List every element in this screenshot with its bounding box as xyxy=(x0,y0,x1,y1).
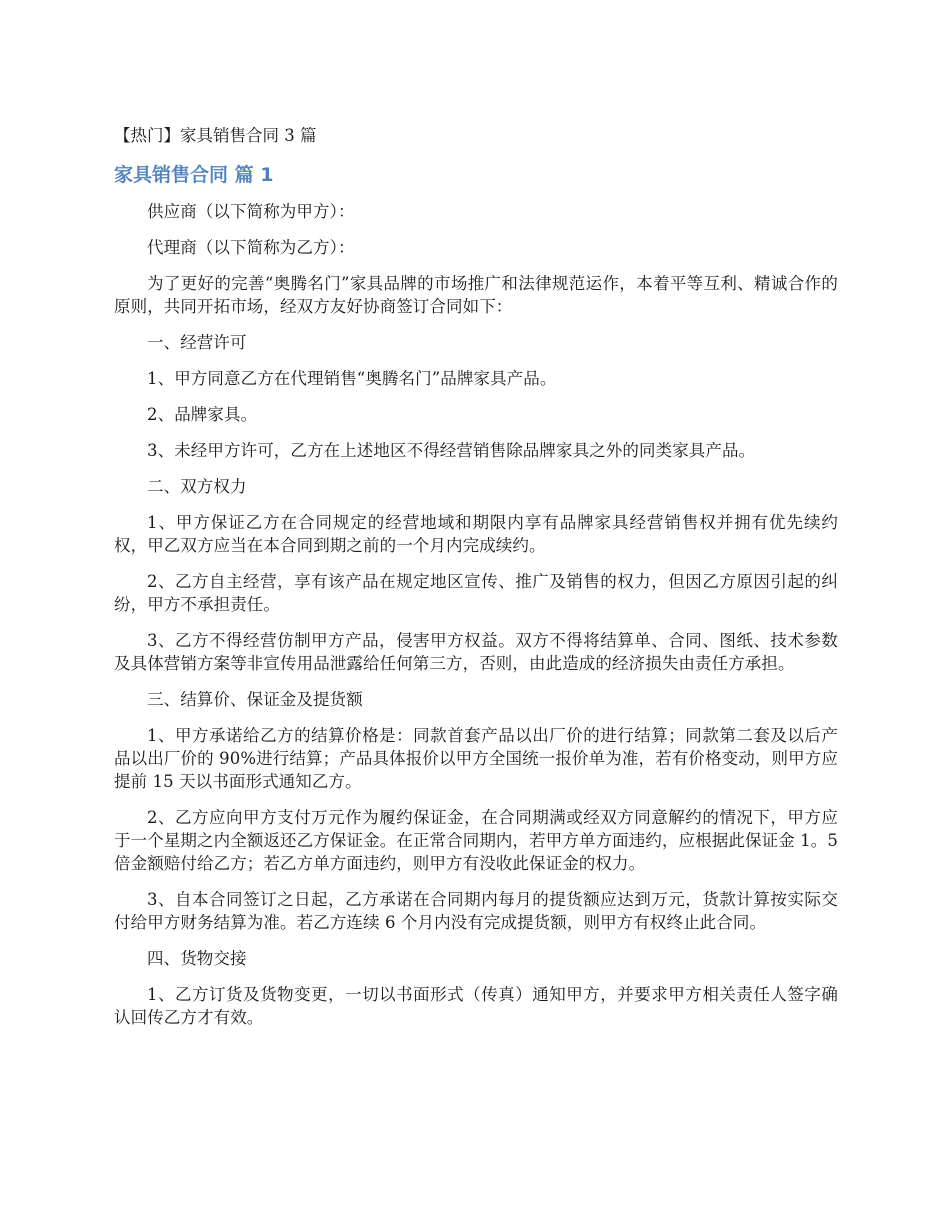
clause-2-2: 2、乙方自主经营，享有该产品在规定地区宣传、推广及销售的权力，但因乙方原因引起的纠纷，甲方不承担责任。 xyxy=(114,572,838,614)
paragraph-preamble: 为了更好的完善“奥腾名门”家具品牌的市场推广和法律规范运作，本着平等互利、精诚合作的原则，共同开拓市场，经双方友好协商签订合同如下： xyxy=(114,274,838,316)
clause-3-3: 3、自本合同签订之日起，乙方承诺在合同期内每月的提货额应达到万元，货款计算按实际交付给甲方财务结算为准。若乙方连续 6 个月内没有完成提货额，则甲方有权终止此合同。 xyxy=(114,890,838,932)
clause-4-1: 1、乙方订货及货物变更，一切以书面形式（传真）通知甲方，并要求甲方相关责任人签字确认回传乙方才有效。 xyxy=(114,985,838,1027)
clause-1-1: 1、甲方同意乙方在代理销售“奥腾名门”品牌家具产品。 xyxy=(147,369,557,388)
clause-1-3: 3、未经甲方许可，乙方在上述地区不得经营销售除品牌家具之外的同类家具产品。 xyxy=(147,441,756,460)
document-title: 【热门】家具销售合同 3 篇 xyxy=(114,126,317,145)
clause-2-1: 1、甲方保证乙方在合同规定的经营地域和期限内享有品牌家具经营销售权并拥有优先续约权，甲乙双方应当在本合同到期之前的一个月内完成续约。 xyxy=(114,513,838,555)
clause-heading-4: 四、货物交接 xyxy=(147,949,247,968)
clause-heading-1: 一、经营许可 xyxy=(147,333,247,352)
clause-1-2: 2、品牌家具。 xyxy=(147,405,258,424)
paragraph-supplier: 供应商（以下简称为甲方）： xyxy=(147,202,355,221)
clause-2-3: 3、乙方不得经营仿制甲方产品，侵害甲方权益。双方不得将结算单、合同、图纸、技术参数及具体营销方案等非宣传用品泄露给任何第三方，否则，由此造成的经济损失由责任方承担。 xyxy=(114,631,838,673)
clause-heading-2: 二、双方权力 xyxy=(147,477,247,496)
clause-heading-3: 三、结算价、保证金及提货额 xyxy=(147,690,363,709)
paragraph-agent: 代理商（以下简称为乙方）： xyxy=(147,238,355,257)
document-page xyxy=(114,124,838,1042)
clause-3-2: 2、乙方应向甲方支付万元作为履约保证金，在合同期满或经双方同意解约的情况下，甲方应于一个星期之内全额返还乙方保证金。在正常合同期内，若甲方单方面违约，应根据此保证金 1。5 倍金额赔付给乙方；若乙方单方面违约，则甲方有没收此保证金的权力。 xyxy=(114,808,838,873)
clause-3-1: 1、甲方承诺给乙方的结算价格是：同款首套产品以出厂价的进行结算；同款第二套及以后产品以出厂价的 90%进行结算；产品具体报价以甲方全国统一报价单为准，若有价格变动，则甲方应提前 15 天以书面形式通知乙方。 xyxy=(114,726,838,791)
section-heading: 家具销售合同 篇 1 xyxy=(114,164,274,186)
